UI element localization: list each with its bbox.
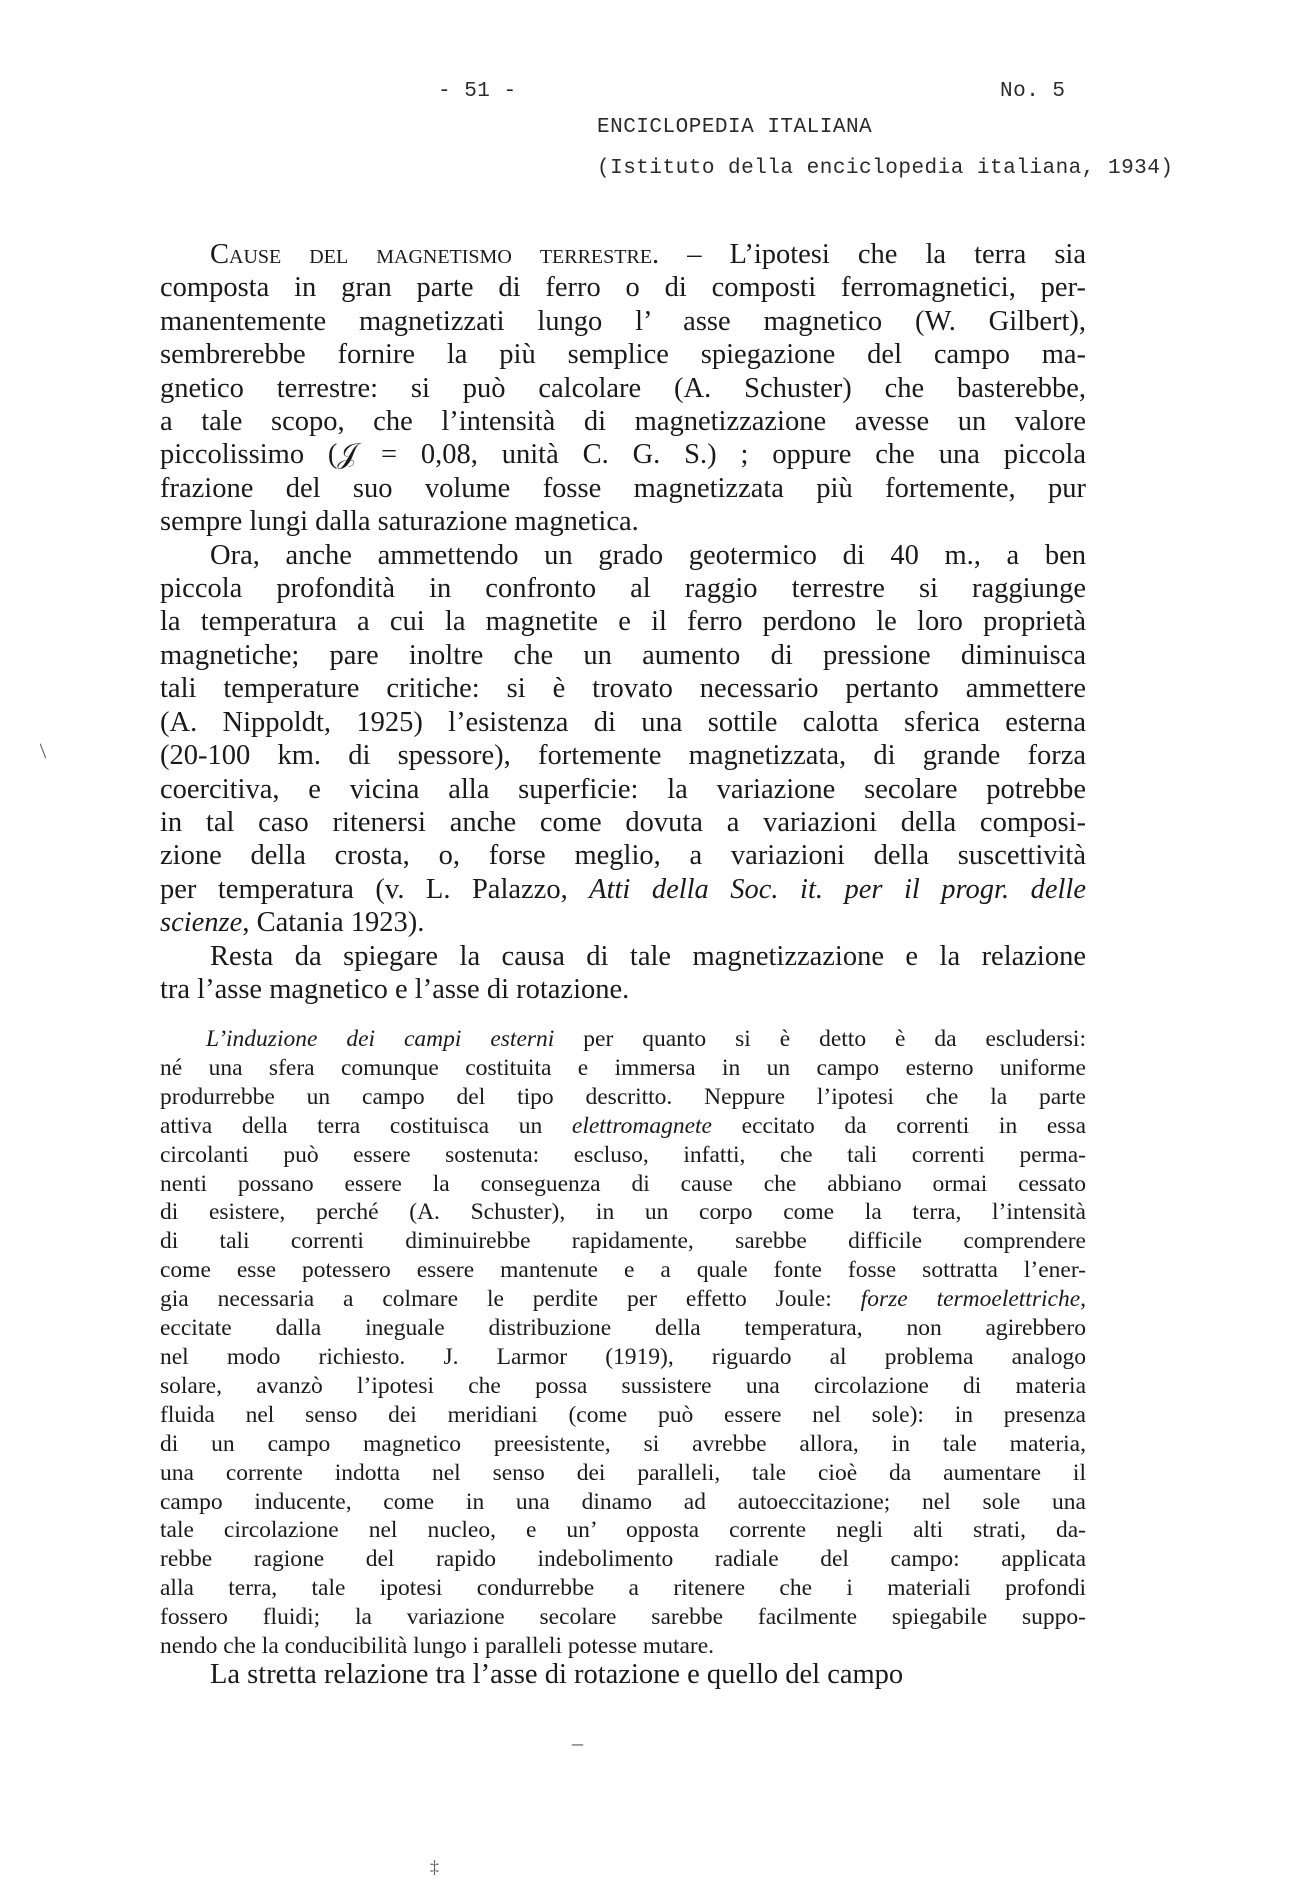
term-italic: elettromagnete [571,1112,712,1139]
text-line: per temperatura (v. L. Palazzo, Atti della Soc. it. per il progr. delle [160,873,1086,905]
text-line: piccola profondità in confronto al raggio terrestre si raggiunge [160,573,1086,605]
text-line: manentemente magnetizzati lungo l’ asse magnetico (W. Gilbert), [160,305,1086,337]
text-line: tali temperature critiche: si è trovato necessario pertanto ammettere [160,673,1086,705]
text-line: fluida nel senso dei meridiani (come può essere nel sole): in presenza [160,1401,1086,1428]
text-line: (A. Nippoldt, 1925) l’esistenza di una sottile calotta sferica esterna [160,706,1086,738]
text-line: di tali correnti diminuirebbe rapidamente, sarebbe difficile comprendere [160,1228,1086,1255]
text-line: sempre lungi dalla saturazione magnetica. [160,506,639,538]
text-line: piccolissimo (𝒥 = 0,08, unità C. G. S.) ; oppure che una piccola [160,439,1086,471]
text-line: alla terra, tale ipotesi condurrebbe a ritenere che i materiali profondi [160,1575,1086,1602]
text-line: L’induzione dei campi esterni per quanto si è detto è da escludersi: [206,1026,1086,1052]
text-line: tale circolazione nel nucleo, e un’ opposta corrente negli alti strati, da- [160,1517,1086,1544]
text-line: nel modo richiesto. J. Larmor (1919), riguardo al problema analogo [160,1343,1086,1370]
text-line: campo inducente, come in una dinamo ad autoeccitazione; nel sole una [160,1488,1086,1515]
citation-italic: Atti della Soc. it. per il progr. delle [589,873,1086,905]
text-line: rebbe ragione del rapido indebolimento radiale del campo: applicata [160,1546,1086,1573]
text-line: zione della crosta, o, forse meglio, a variazioni della suscettività [160,840,1086,872]
text-line: gnetico terrestre: si può calcolare (A. Schuster) che basterebbe, [160,372,1086,404]
text-line: come esse potessero essere mantenute e a quale fonte fosse sottratta l’ener- [160,1257,1086,1284]
text-line: una corrente indotta nel senso dei paralleli, tale cioè da aumentare il [160,1459,1086,1486]
text-line: la temperatura a cui la magnetite e il ferro perdono le loro proprietà [160,606,1086,638]
text-line: La stretta relazione tra l’asse di rotazione e quello del campo [210,1659,904,1690]
article-body-small [160,1025,1086,1661]
text-line: tra l’asse magnetico e l’asse di rotazione. [160,973,630,1005]
section-heading: Cause del magnetismo terrestre. [210,239,660,270]
source-title: ENCICLOPEDIA ITALIANA [597,116,873,139]
text-line: Cause del magnetismo terrestre. – L’ipotesi che la terra sia [210,239,1086,270]
text-line: di un campo magnetico preesistente, si avrebbe allora, in tale materia, [160,1430,1086,1457]
text-line: produrrebbe un campo del tipo descritto. Neppure l’ipotesi che la parte [160,1083,1086,1110]
text-line: Resta da spiegare la causa di tale magnetizzazione e la relazione [210,940,1086,972]
text-line: in tal caso ritenersi anche come dovuta a variazioni della composi- [160,806,1086,838]
text-line: scienze, Catania 1923). [160,907,425,939]
text-line: nendo che la conducibilità lungo i paralleli potesse mutare. [160,1633,715,1660]
text-line: Ora, anche ammettendo un grado geotermico di 40 m., a ben [210,539,1086,571]
text-line: eccitate dalla ineguale distribuzione della temperatura, non agirebbero [160,1315,1086,1342]
source-note: (Istituto della enciclopedia italiana, 1934) [597,157,1174,180]
page-number: - 51 - [438,80,517,103]
text-line: (20-100 km. di spessore), fortemente magnetizzata, di grande forza [160,740,1086,772]
text-line: attiva della terra costituisca un elettromagnete eccitato da correnti in essa [160,1112,1086,1139]
text-line: né una sfera comunque costituita e immersa in un campo esterno uniforme [160,1054,1086,1081]
text-line: magnetiche; pare inoltre che un aumento di pressione diminuisca [160,639,1086,671]
document-number: No. 5 [1000,80,1066,103]
citation-italic: scienze [160,907,243,939]
term-italic: L’induzione dei campi esterni [206,1026,555,1052]
text-line: solare, avanzò l’ipotesi che possa sussistere una circolazione di materia [160,1372,1086,1399]
text-line: fossero fluidi; la variazione secolare sarebbe facilmente spiegabile suppo- [160,1604,1086,1631]
text-line: coercitiva, e vicina alla superficie: la variazione secolare potrebbe [160,773,1086,805]
text-line: nenti possano essere la conseguenza di cause che abbiano ormai cessato [160,1170,1086,1197]
article-body-continuation [160,1658,1086,1691]
text-line: sembrerebbe fornire la più semplice spiegazione del campo ma- [160,339,1086,371]
margin-mark: ‡ [430,1857,439,1877]
text-line: composta in gran parte di ferro o di composti ferromagnetici, per- [160,272,1086,304]
text-line: gia necessaria a colmare le perdite per effetto Joule: forze termoelettriche, [160,1286,1086,1313]
text-line: frazione del suo volume fosse magnetizzata più fortemente, pur [160,472,1086,504]
text-line: a tale scopo, che l’intensità di magnetizzazione avesse un valore [160,406,1086,438]
text-line: circolanti può essere sostenuta: escluso, infatti, che tali correnti perma- [160,1141,1086,1168]
article-body-large [160,238,1086,1006]
text-line: di esistere, perché (A. Schuster), in un corpo come la terra, l’intensità [160,1199,1086,1226]
margin-mark: – [572,1730,583,1755]
term-italic: forze termoelettriche, [860,1286,1086,1313]
margin-mark: / [32,739,54,763]
